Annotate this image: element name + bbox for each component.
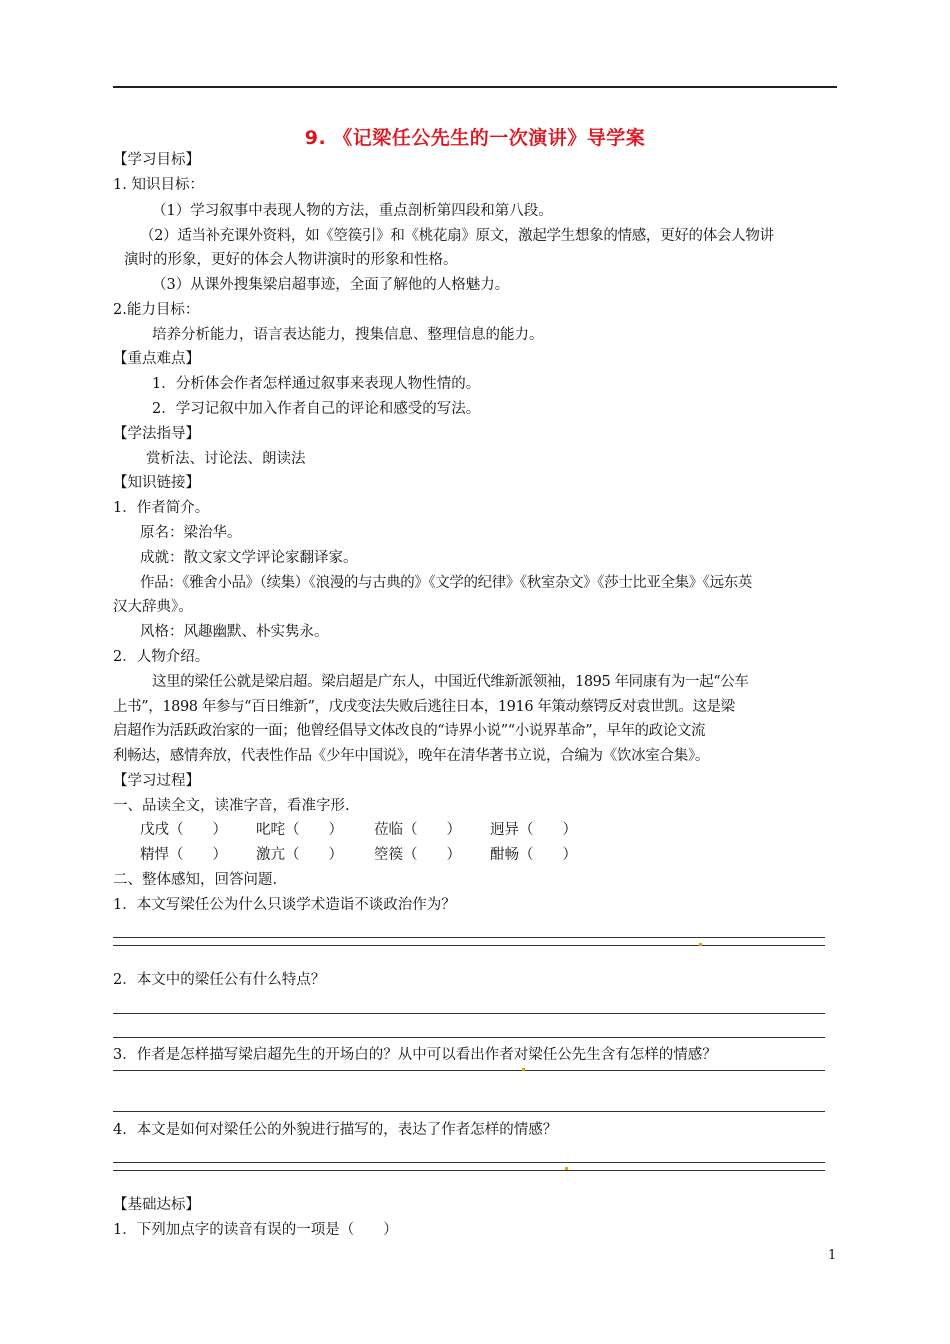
ability-goal-text: 培养分析能力，语言表达能力，搜集信息、整理信息的能力。	[152, 327, 544, 343]
answer-line[interactable]	[113, 1013, 825, 1014]
pinyin-item: 精悍（ ）	[140, 847, 227, 863]
person-intro-a: 这里的梁任公就是梁启超。梁启超是广东人，中国近代维新派领袖，1895 年同康有为一起“公车	[152, 674, 749, 690]
ink-mark	[565, 1167, 568, 1170]
process-heading: 【学习过程】	[113, 773, 200, 789]
answer-line[interactable]	[113, 1037, 825, 1038]
method-heading: 【学法指导】	[113, 426, 200, 442]
ink-mark	[699, 943, 702, 946]
author-achievement: 成就：散文家文学评论家翻译家。	[140, 550, 358, 566]
ink-mark	[522, 1068, 525, 1071]
step-2-heading: 二、整体感知，回答问题.	[113, 872, 278, 888]
pinyin-item: 酣畅（ ）	[490, 847, 577, 863]
pinyin-item: 箜篌（ ）	[374, 847, 461, 863]
basic-question-1: 1．下列加点字的读音有误的一项是（ ）	[113, 1222, 398, 1238]
pinyin-row-1	[140, 821, 640, 841]
author-style: 风格：风趣幽默、朴实隽永。	[140, 624, 329, 640]
person-intro-heading: 2．人物介绍。	[113, 649, 210, 665]
pinyin-item: 迥异（ ）	[490, 822, 577, 838]
answer-line[interactable]	[113, 1111, 825, 1112]
key-points-heading: 【重点难点】	[113, 351, 200, 367]
key-point-2: 2．学习记叙中加入作者自己的评论和感受的写法。	[152, 401, 481, 417]
document-title: 9. 《记梁任公先生的一次演讲》导学案	[304, 127, 646, 149]
question-1: 1．本文写梁任公为什么只谈学术造诣不谈政治作为？	[113, 897, 456, 913]
learning-goals-heading: 【学习目标】	[113, 152, 200, 168]
pinyin-item: 莅临（ ）	[374, 822, 461, 838]
answer-line[interactable]	[113, 1170, 825, 1171]
ability-goal-heading: 2.能力目标：	[113, 302, 200, 318]
person-intro-c: 启超作为活跃政治家的一面；他曾经倡导文体改良的“诗界小说”“小说界革命”，早年的政论文流	[113, 723, 706, 739]
answer-line[interactable]	[113, 945, 825, 946]
knowledge-link-heading: 【知识链接】	[113, 475, 200, 491]
knowledge-goal-2b: 演时的形象，更好的体会人物讲演时的形象和性格。	[124, 252, 458, 268]
author-name: 原名：梁治华。	[140, 525, 242, 541]
question-3: 3．作者是怎样描写梁启超先生的开场白的？从中可以看出作者对梁任公先生含有怎样的情感？	[113, 1047, 717, 1063]
basic-heading: 【基础达标】	[113, 1197, 200, 1213]
author-intro-heading: 1．作者简介。	[113, 500, 210, 516]
knowledge-goal-heading: 1. 知识目标：	[113, 177, 204, 193]
pinyin-item: 激亢（ ）	[256, 847, 343, 863]
step-1-heading: 一、品读全文，读准字音，看准字形.	[113, 798, 350, 814]
key-point-1: 1．分析体会作者怎样通过叙事来表现人物性情的。	[152, 376, 481, 392]
method-text: 赏析法、讨论法、朗读法	[146, 451, 306, 467]
author-works-a: 作品：《雅舍小品》（续集）《浪漫的与古典的》《文学的纪律》《秋室杂文》《莎士比亚全集》《远东英	[140, 575, 752, 591]
person-intro-d: 利畅达，感情奔放，代表性作品《少年中国说》，晚年在清华著书立说，合编为《饮冰室合集》。	[113, 748, 710, 764]
answer-line[interactable]	[113, 1162, 825, 1163]
pinyin-item: 戊戌（ ）	[140, 822, 227, 838]
answer-line[interactable]	[113, 1070, 825, 1071]
question-2: 2．本文中的梁任公有什么特点？	[113, 972, 326, 988]
page-number: 1	[828, 1248, 837, 1263]
knowledge-goal-2a: （2）适当补充课外资料，如《箜篌引》和《桃花扇》原文，激起学生想象的情感，更好的体会人物讲	[140, 228, 774, 244]
answer-line[interactable]	[113, 937, 825, 938]
knowledge-goal-1: （1）学习叙事中表现人物的方法，重点剖析第四段和第八段。	[152, 203, 553, 219]
person-intro-b: 上书”，1898 年参与“百日维新”，戊戌变法失败后逃往日本，1916 年策动蔡锷反对袁世凯。这是梁	[113, 699, 735, 715]
knowledge-goal-3: （3）从课外搜集梁启超事迹，全面了解他的人格魅力。	[152, 277, 510, 293]
header-rule	[113, 86, 837, 88]
pinyin-row-2	[140, 846, 640, 866]
author-works-b: 汉大辞典》。	[113, 599, 193, 615]
question-4: 4．本文是如何对梁任公的外貌进行描写的，表达了作者怎样的情感？	[113, 1122, 558, 1138]
pinyin-item: 叱咤（ ）	[256, 822, 343, 838]
